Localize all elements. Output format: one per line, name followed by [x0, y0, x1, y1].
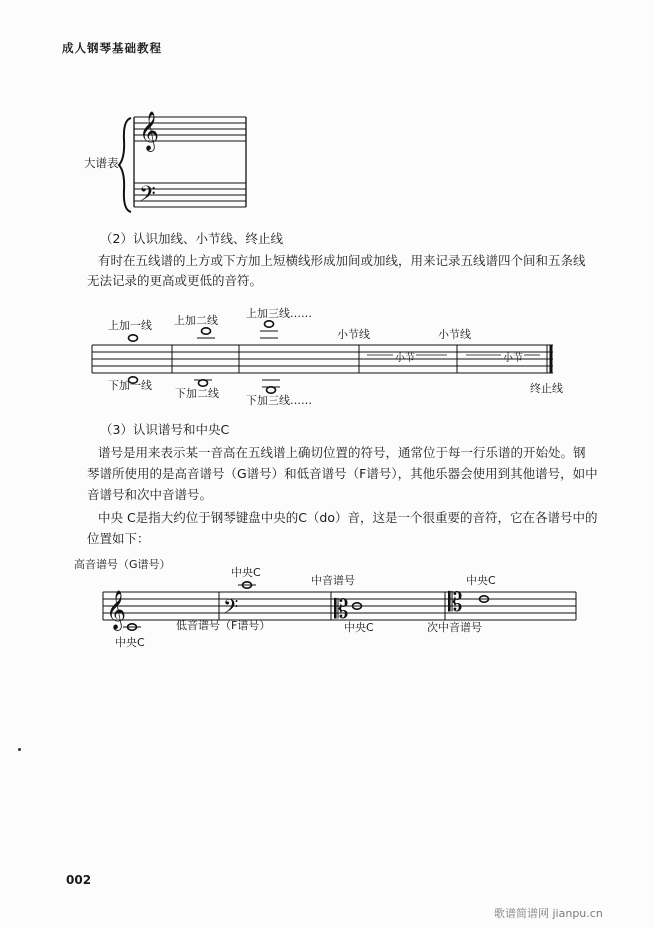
treble-middle-c-label: 中央C: [115, 636, 145, 649]
bass-middle-c-note: [238, 582, 256, 588]
alto-clef-symbol-icon: 𝄡: [334, 595, 349, 625]
label-measure-1: 小节: [395, 353, 415, 364]
tenor-clef-label: 次中音谱号: [427, 621, 482, 634]
alto-clef-label: 中音谱号: [311, 574, 355, 587]
label-above-1: 上加一线: [108, 319, 152, 332]
running-header: 成人钢琴基础教程: [62, 41, 162, 55]
watermark: 歌谱简谱网 jianpu.cn: [494, 907, 603, 920]
section-3-para2-line-1: 中央 C是指大约位于钢琴键盘中央的C（do）音，这是一个很重要的音符，它在各谱号中的: [98, 510, 598, 525]
treble-clef-symbol-icon: 𝄞: [106, 590, 127, 630]
section-3-para2-line-2: 位置如下：: [87, 531, 150, 546]
page-number: 002: [66, 873, 92, 887]
label-measure-2: 小节: [503, 353, 523, 364]
section-2-heading: （2）认识加线、小节线、终止线: [100, 231, 283, 246]
speck: [18, 748, 21, 751]
treble-clef-label: 高音谱号（G谱号）: [74, 558, 171, 571]
section-2-line-2: 无法记录的更高或更低的音符。: [87, 273, 263, 288]
bass-clef-symbol-icon: 𝄢: [223, 595, 239, 623]
grand-staff-label: 大谱表: [84, 156, 119, 170]
treble-clef-icon: 𝄞: [139, 111, 160, 151]
section-3-heading: （3）认识谱号和中央C: [100, 422, 230, 437]
tenor-middle-c-label: 中央C: [466, 574, 496, 587]
section-3-para1-line-2: 琴谱所使用的是高音谱号（G谱号）和低音谱号（F谱号），其他乐器会使用到其他谱号，如中: [87, 466, 598, 481]
section-2-line-1: 有时在五线谱的上方或下方加上短横线形成加间或加线，用来记录五线谱四个间和五条线: [98, 253, 586, 268]
bass-clef-icon: 𝄢: [139, 182, 156, 212]
label-above-3: 上加三线……: [246, 307, 312, 320]
label-below-2: 下加二线: [175, 387, 219, 400]
alto-middle-c-label: 中央C: [344, 621, 374, 634]
section-3-para1-line-1: 谱号是用来表示某一音高在五线谱上确切位置的符号，通常位于每一行乐谱的开始处。钢: [98, 445, 586, 460]
label-below-1: 下加一线: [108, 379, 152, 392]
bass-middle-c-label: 中央C: [231, 566, 261, 579]
label-final-barline: 终止线: [530, 382, 563, 395]
label-below-3: 下加三线……: [246, 394, 312, 407]
label-barline-2: 小节线: [438, 328, 471, 341]
label-barline-1: 小节线: [337, 328, 370, 341]
section-3-para1-line-3: 音谱号和次中音谱号。: [87, 487, 213, 502]
bass-clef-label: 低音谱号（F谱号）: [176, 619, 271, 632]
tenor-clef-symbol-icon: 𝄡: [448, 588, 463, 618]
label-above-2: 上加二线: [174, 314, 218, 327]
